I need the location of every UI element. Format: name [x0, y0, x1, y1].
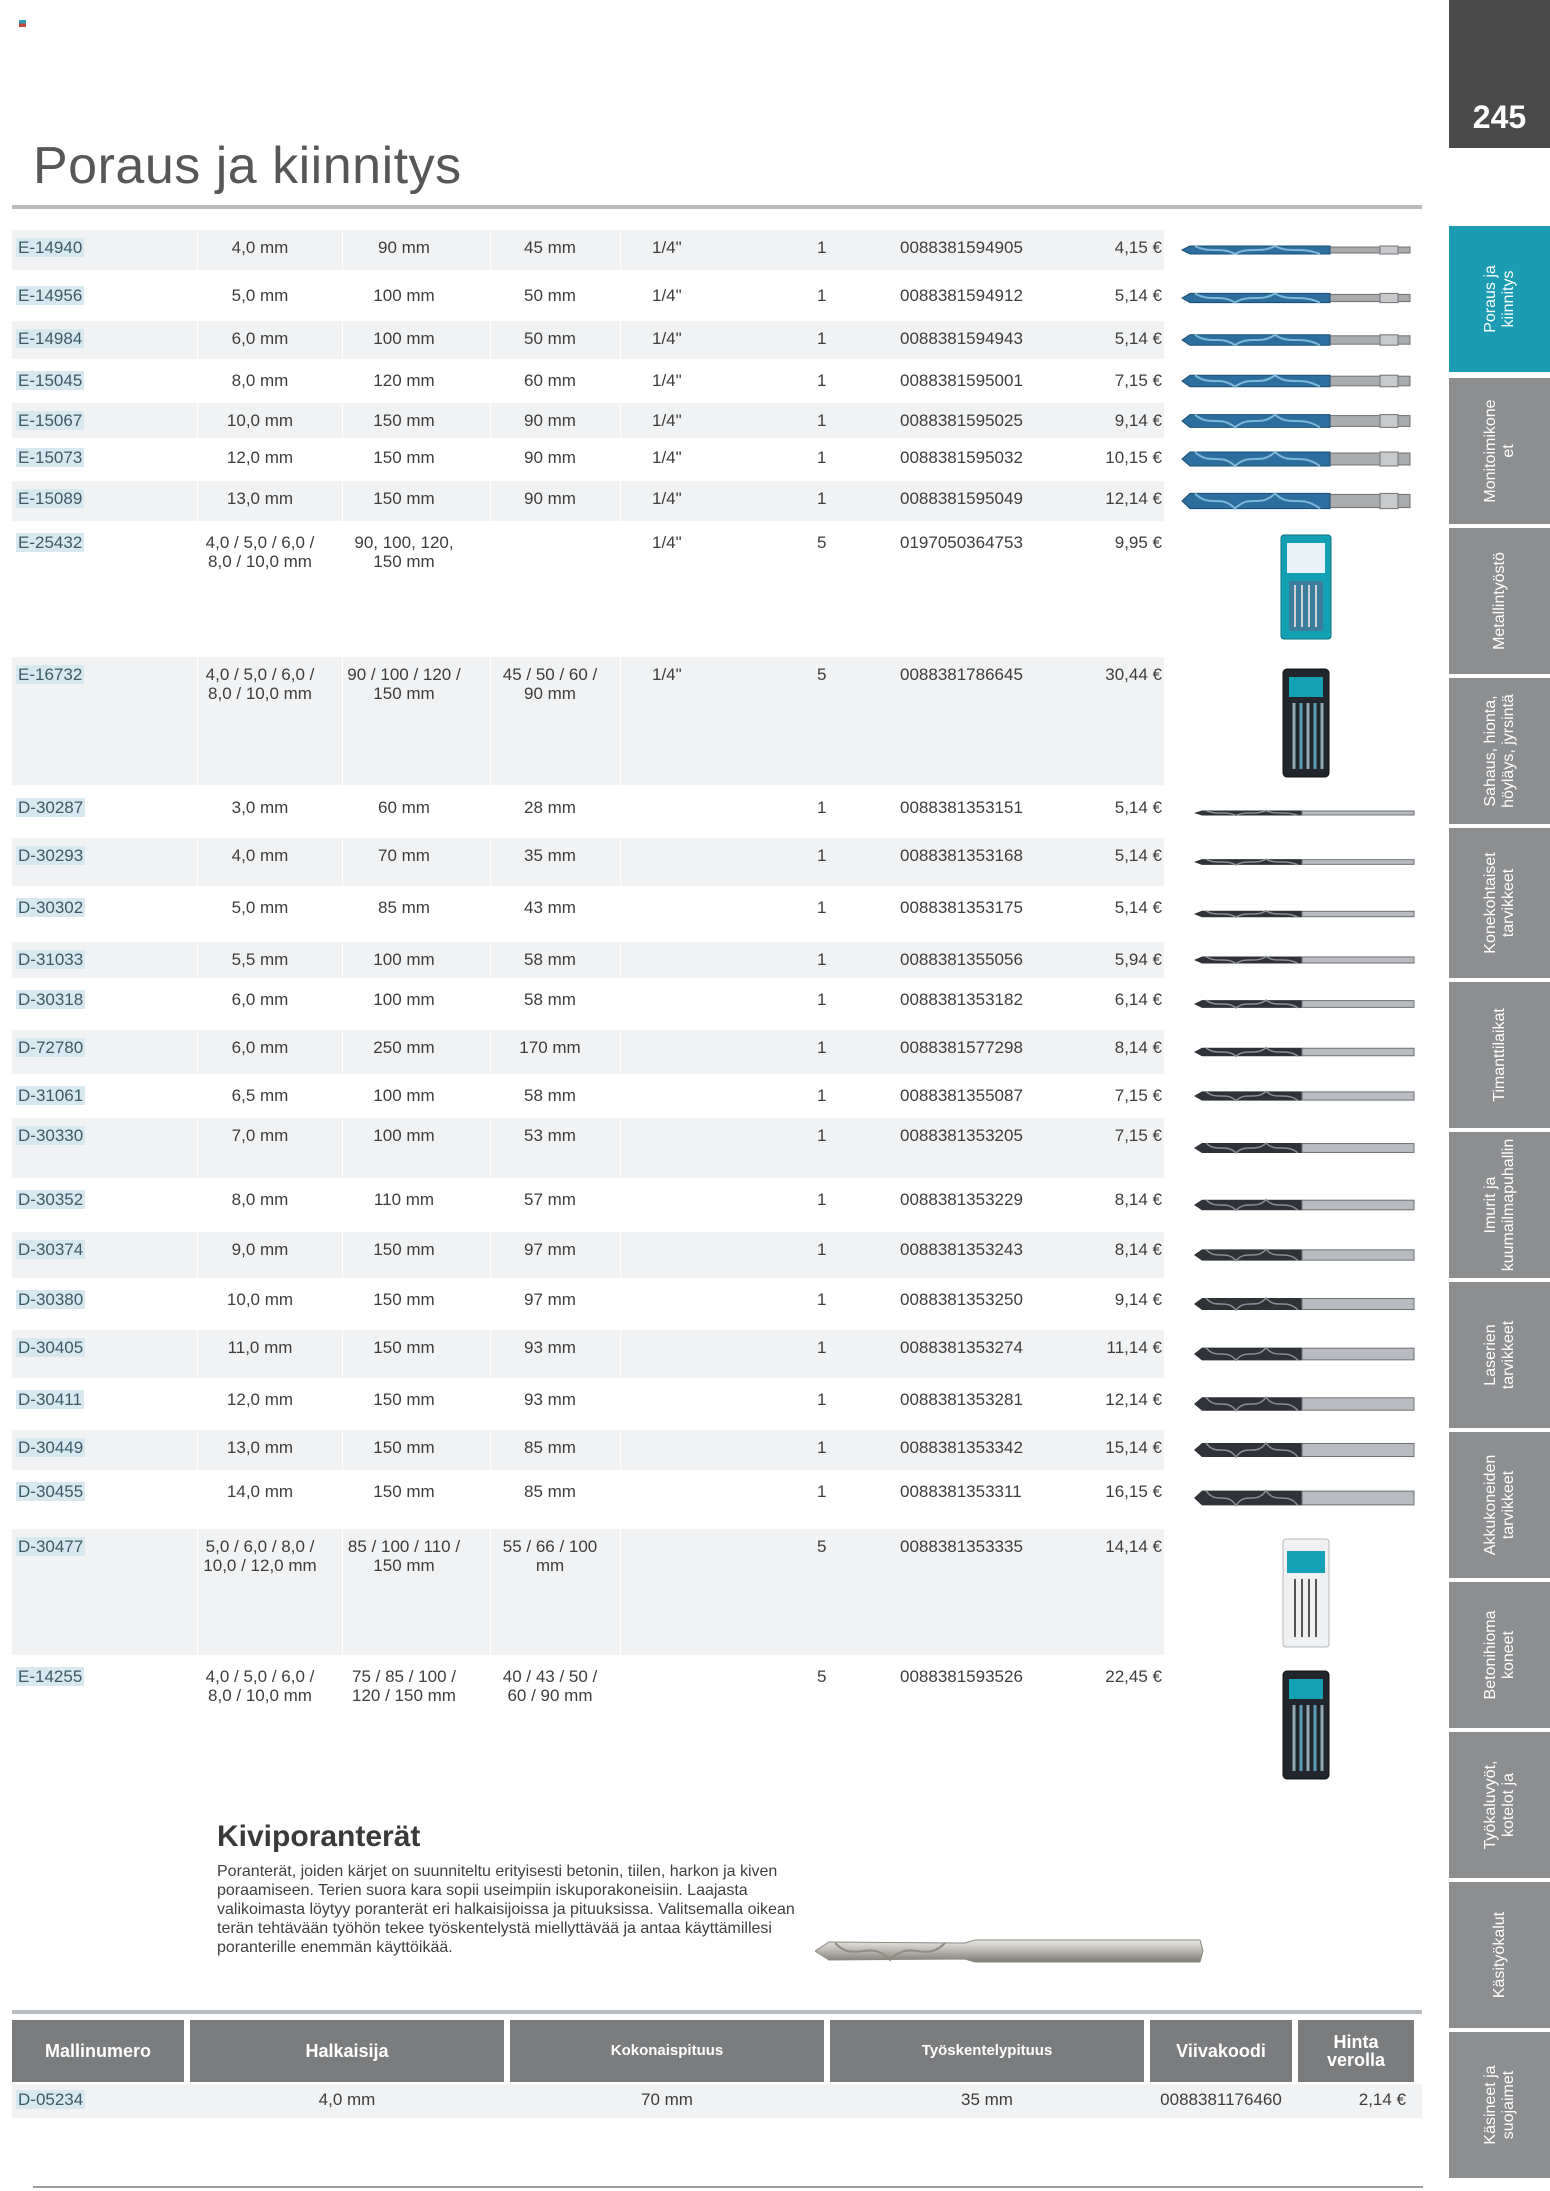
cell-ean: 0088381577298: [900, 1038, 1023, 1057]
header-work-length: Työskentelypituus: [830, 2020, 1144, 2082]
table-row: [12, 278, 1164, 318]
cell-diameter: 7,0 mm: [231, 1126, 289, 1145]
t2-model: D-05234: [18, 2090, 84, 2109]
masonry-bit-icon: [1192, 1190, 1432, 1220]
cell-qty: 1: [817, 448, 827, 467]
cell-shank: 1/4": [652, 371, 682, 390]
masonry-bit-icon: [1192, 1435, 1432, 1465]
column-separator: [620, 210, 621, 1792]
masonry-bit-icon: [1192, 1389, 1432, 1419]
cell-work-length: 90 mm: [524, 448, 576, 467]
cell-ean: 0088381355087: [900, 1086, 1023, 1105]
cell-price: 9,95 €: [1114, 533, 1162, 552]
cell-diameter: 4,0 mm: [231, 846, 289, 865]
cell-price: 5,14 €: [1114, 798, 1162, 817]
cell-model: D-30287: [18, 798, 84, 817]
column-separator: [197, 210, 198, 1792]
cell-work-length: 35 mm: [524, 846, 576, 865]
cell-ean: 0088381353205: [900, 1126, 1023, 1145]
cell-length: 150 mm: [373, 1482, 435, 1501]
cell-model: D-30380: [18, 1290, 84, 1309]
table-row: [12, 942, 1164, 978]
table2-rule: [12, 2010, 1422, 2014]
cell-length: 90 mm: [378, 238, 430, 257]
cell-qty: 1: [817, 238, 827, 257]
cell-work-length: 97 mm: [524, 1240, 576, 1259]
cell-diameter: 4,0 mm: [231, 238, 289, 257]
cell-work-length: 53 mm: [524, 1126, 576, 1145]
side-tab[interactable]: [1449, 1132, 1550, 1278]
cell-model: E-25432: [18, 533, 83, 552]
cell-price: 4,15 €: [1114, 238, 1162, 257]
cell-length: 150 mm: [373, 489, 435, 508]
side-tab[interactable]: [1449, 678, 1550, 824]
cell-qty: 1: [817, 1482, 827, 1501]
cell-work-length: 28 mm: [524, 798, 576, 817]
cell-ean: 0088381595001: [900, 371, 1023, 390]
cell-work-length: 85 mm: [524, 1438, 576, 1457]
cell-diameter: 5,0 / 6,0 / 8,0 / 10,0 / 12,0 mm: [203, 1537, 317, 1575]
cell-ean: 0088381353151: [900, 798, 1023, 817]
cell-price: 30,44 €: [1105, 665, 1162, 684]
corner-mark: [19, 20, 26, 27]
cell-qty: 1: [817, 798, 827, 817]
side-tab[interactable]: [1449, 378, 1550, 524]
table-row: [12, 440, 1164, 478]
cell-model: D-30293: [18, 846, 84, 865]
table-row: [12, 1330, 1164, 1378]
cell-model: D-30405: [18, 1338, 84, 1357]
masonry-bit-icon: [1192, 945, 1432, 975]
side-tab[interactable]: [1449, 1432, 1550, 1578]
bit-set-box-icon: [1277, 533, 1337, 643]
column-separator: [1164, 210, 1165, 1792]
cell-qty: 1: [817, 1290, 827, 1309]
bit-case-icon: [1277, 665, 1337, 781]
masonry-bit-icon: [1192, 1037, 1432, 1067]
cell-qty: 5: [817, 1667, 827, 1686]
cell-work-length: 57 mm: [524, 1190, 576, 1209]
t2-diameter: 4,0 mm: [318, 2090, 376, 2109]
cell-ean: 0197050364753: [900, 533, 1023, 552]
masonry-drill-bit-image: [815, 1934, 1205, 1968]
cell-length: 150 mm: [373, 448, 435, 467]
table-row: [12, 403, 1164, 438]
cell-price: 8,14 €: [1114, 1038, 1162, 1057]
cell-shank: 1/4": [652, 489, 682, 508]
cell-qty: 1: [817, 1438, 827, 1457]
cell-length: 75 / 85 / 100 / 120 / 150 mm: [352, 1667, 456, 1705]
cell-price: 5,94 €: [1114, 950, 1162, 969]
cell-length: 150 mm: [373, 1438, 435, 1457]
cell-price: 9,14 €: [1114, 411, 1162, 430]
cell-shank: 1/4": [652, 411, 682, 430]
cell-qty: 1: [817, 489, 827, 508]
cell-model: D-30352: [18, 1190, 84, 1209]
cell-model: E-15067: [18, 411, 83, 430]
cell-price: 5,14 €: [1114, 286, 1162, 305]
cell-length: 100 mm: [373, 1086, 435, 1105]
cell-model: D-30330: [18, 1126, 84, 1145]
cell-diameter: 12,0 mm: [226, 1390, 294, 1409]
bit-case-icon: [1277, 1667, 1337, 1783]
table-row: [12, 321, 1164, 359]
cell-qty: 1: [817, 371, 827, 390]
side-tab-label: Käsineet ja suojaimet: [1481, 2065, 1517, 2145]
cell-length: 90, 100, 120, 150 mm: [354, 533, 454, 571]
table-row: [12, 1282, 1164, 1326]
cell-ean: 0088381353168: [900, 846, 1023, 865]
table-row: [12, 1529, 1164, 1655]
cell-model: D-30374: [18, 1240, 84, 1259]
cell-shank: 1/4": [652, 533, 682, 552]
table-row: [12, 790, 1164, 836]
table-row: [12, 1030, 1164, 1074]
table-row: [12, 1078, 1164, 1114]
cell-qty: 1: [817, 950, 827, 969]
header-price: Hinta verolla: [1298, 2020, 1414, 2082]
blue-hex-bit-icon: [1180, 406, 1420, 436]
table-row: [12, 1118, 1164, 1178]
table-row: [12, 1474, 1164, 1522]
cell-qty: 1: [817, 990, 827, 1009]
side-tab[interactable]: [1449, 528, 1550, 674]
cell-model: E-15045: [18, 371, 83, 390]
cell-length: 150 mm: [373, 1240, 435, 1259]
header-model: Mallinumero: [12, 2020, 184, 2082]
cell-ean: 0088381353229: [900, 1190, 1023, 1209]
blue-hex-bit-icon: [1180, 283, 1420, 313]
cell-model: D-72780: [18, 1038, 84, 1057]
cell-diameter: 9,0 mm: [231, 1240, 289, 1259]
cell-price: 8,14 €: [1114, 1240, 1162, 1259]
side-tab[interactable]: [1449, 1882, 1550, 2028]
side-tab-label: Konekohtaiset tarvikkeet: [1481, 852, 1517, 954]
blue-hex-bit-icon: [1180, 486, 1420, 516]
cell-model: E-14255: [18, 1667, 83, 1686]
cell-price: 16,15 €: [1105, 1482, 1162, 1501]
table-row: [12, 525, 1164, 653]
cell-length: 60 mm: [378, 798, 430, 817]
cell-price: 6,14 €: [1114, 990, 1162, 1009]
cell-qty: 1: [817, 846, 827, 865]
cell-model: D-30411: [18, 1390, 82, 1409]
cell-work-length: 58 mm: [524, 1086, 576, 1105]
side-tab-label: Metallintyöstö: [1490, 552, 1508, 650]
cell-diameter: 6,5 mm: [231, 1086, 289, 1105]
cell-ean: 0088381594905: [900, 238, 1023, 257]
cell-length: 150 mm: [373, 1290, 435, 1309]
section-title: Kiviporanterät: [217, 1820, 421, 1853]
page-title: Poraus ja kiinnitys: [33, 137, 462, 195]
header-ean: Viivakoodi: [1150, 2020, 1292, 2082]
title-rule: [12, 205, 1422, 209]
cell-work-length: 85 mm: [524, 1482, 576, 1501]
cell-diameter: 11,0 mm: [227, 1338, 293, 1357]
cell-length: 70 mm: [378, 846, 430, 865]
cell-work-length: 50 mm: [524, 286, 576, 305]
masonry-bit-icon: [1192, 847, 1432, 877]
cell-model: D-30455: [18, 1482, 84, 1501]
cell-work-length: 97 mm: [524, 1290, 576, 1309]
side-tab[interactable]: [1449, 1282, 1550, 1428]
cell-ean: 0088381353182: [900, 990, 1023, 1009]
cell-ean: 0088381595025: [900, 411, 1023, 430]
table-row: [12, 1430, 1164, 1470]
cell-work-length: 50 mm: [524, 329, 576, 348]
cell-price: 7,15 €: [1114, 1126, 1162, 1145]
cell-work-length: 60 mm: [524, 371, 576, 390]
cell-work-length: 45 mm: [524, 238, 576, 257]
cell-ean: 0088381353311: [900, 1482, 1022, 1501]
cell-length: 85 / 100 / 110 / 150 mm: [347, 1537, 461, 1575]
cell-diameter: 4,0 / 5,0 / 6,0 / 8,0 / 10,0 mm: [205, 665, 315, 703]
cell-ean: 0088381594943: [900, 329, 1023, 348]
side-tab-label: Imurit ja kuumailmapuhallin: [1481, 1138, 1517, 1272]
side-tab-label: Laserien tarvikkeet: [1481, 1320, 1517, 1390]
cell-shank: 1/4": [652, 665, 682, 684]
cell-qty: 5: [817, 533, 827, 552]
cell-model: D-31033: [18, 950, 84, 969]
cell-length: 110 mm: [373, 1190, 435, 1209]
cell-work-length: 58 mm: [524, 950, 576, 969]
side-tab[interactable]: [1449, 1732, 1550, 1878]
cell-shank: 1/4": [652, 238, 682, 257]
bottom-rule: [33, 2186, 1423, 2188]
cell-length: 150 mm: [373, 1390, 435, 1409]
t2-length: 70 mm: [641, 2090, 693, 2109]
cell-qty: 1: [817, 1338, 827, 1357]
cell-length: 100 mm: [373, 950, 435, 969]
cell-length: 150 mm: [373, 1338, 435, 1357]
cell-diameter: 10,0 mm: [226, 411, 294, 430]
cell-length: 100 mm: [373, 329, 435, 348]
side-tab-label: Poraus ja kiinnitys: [1481, 265, 1517, 333]
cell-ean: 0088381353342: [900, 1438, 1023, 1457]
cell-model: E-16732: [18, 665, 83, 684]
column-separator: [342, 210, 343, 1792]
side-tab[interactable]: [1449, 982, 1550, 1128]
t2-work-length: 35 mm: [961, 2090, 1013, 2109]
cell-price: 5,14 €: [1114, 898, 1162, 917]
masonry-bit-icon: [1192, 1339, 1432, 1369]
table-row: [12, 363, 1164, 399]
cell-ean: 0088381353274: [900, 1338, 1023, 1357]
cell-ean: 0088381353175: [900, 898, 1023, 917]
cell-length: 250 mm: [373, 1038, 435, 1057]
cell-qty: 1: [817, 411, 827, 430]
cell-model: D-30302: [18, 898, 84, 917]
cell-qty: 1: [817, 1390, 827, 1409]
masonry-bit-icon: [1192, 1133, 1432, 1163]
cell-diameter: 6,0 mm: [231, 990, 289, 1009]
side-tab-label: Betonihioma koneet: [1481, 1610, 1517, 1700]
cell-ean: 0088381353243: [900, 1240, 1023, 1259]
side-tab-label: Työkaluvyöt, kotelot ja: [1481, 1760, 1517, 1850]
t2-price: 2,14 €: [1358, 2090, 1406, 2109]
blue-hex-bit-icon: [1180, 366, 1420, 396]
cell-length: 85 mm: [378, 898, 430, 917]
cell-work-length: 58 mm: [524, 990, 576, 1009]
cell-price: 22,45 €: [1105, 1667, 1162, 1686]
cell-work-length: 43 mm: [524, 898, 576, 917]
cell-diameter: 4,0 / 5,0 / 6,0 / 8,0 / 10,0 mm: [205, 533, 315, 571]
bit-pack-icon: [1277, 1537, 1337, 1649]
page-number-tab: [1449, 0, 1550, 148]
masonry-bit-icon: [1192, 1289, 1432, 1319]
cell-ean: 0088381353250: [900, 1290, 1023, 1309]
cell-ean: 0088381353335: [900, 1537, 1023, 1556]
cell-ean: 0088381353281: [900, 1390, 1023, 1409]
section-description: Poranterät, joiden kärjet on suunniteltu erityisesti betonin, tiilen, harkon ja kiven poraamiseen. Terien suora kara sopii useimpiin iskuporakoneisiin. Laajasta valikoimasta löytyy poranterät eri halkaisijoissa ja pituuksissa. Valitsemalla oikean terän tehtävään työhön tekee työskentelystä miellyttävää ja antaa käyttämillesi poranterille enemmän käyttöikää.: [217, 1863, 795, 1956]
side-tab[interactable]: [1449, 2032, 1550, 2178]
cell-work-length: 90 mm: [524, 489, 576, 508]
cell-price: 10,15 €: [1105, 448, 1162, 467]
cell-qty: 1: [817, 1190, 827, 1209]
cell-model: D-30449: [18, 1438, 84, 1457]
cell-model: E-15089: [18, 489, 83, 508]
masonry-bit-icon: [1192, 798, 1432, 828]
cell-work-length: 55 / 66 / 100 mm: [502, 1537, 598, 1575]
side-tab-label: Käsityökalut: [1490, 1911, 1508, 1999]
masonry-bit-icon: [1192, 989, 1432, 1019]
cell-diameter: 3,0 mm: [231, 798, 289, 817]
header-diameter: Halkaisija: [190, 2020, 504, 2082]
table-row: [12, 982, 1164, 1026]
cell-price: 12,14 €: [1105, 1390, 1162, 1409]
cell-price: 14,14 €: [1105, 1537, 1162, 1556]
cell-price: 8,14 €: [1114, 1190, 1162, 1209]
cell-length: 120 mm: [373, 371, 435, 390]
side-tab-label: Monitoimikone et: [1481, 399, 1517, 503]
cell-diameter: 8,0 mm: [231, 371, 289, 390]
cell-qty: 1: [817, 1240, 827, 1259]
cell-work-length: 90 mm: [524, 411, 576, 430]
cell-work-length: 40 / 43 / 50 / 60 / 90 mm: [502, 1667, 598, 1705]
table-row: [12, 890, 1164, 938]
table-row: [12, 1232, 1164, 1278]
blue-hex-bit-icon: [1180, 444, 1420, 474]
cell-qty: 1: [817, 1038, 827, 1057]
side-tab-label: Sahaus, hionta, höyläys, jyrsintä: [1481, 694, 1517, 808]
cell-qty: 1: [817, 286, 827, 305]
cell-diameter: 5,5 mm: [231, 950, 289, 969]
masonry-bit-icon: [1192, 1483, 1432, 1513]
cell-ean: 0088381595032: [900, 448, 1023, 467]
cell-diameter: 12,0 mm: [226, 448, 294, 467]
table-row: [12, 1659, 1164, 1789]
cell-diameter: 6,0 mm: [231, 1038, 289, 1057]
cell-qty: 1: [817, 1126, 827, 1145]
column-separator: [490, 210, 491, 1792]
cell-work-length: 93 mm: [524, 1338, 576, 1357]
page-number: 245: [1472, 99, 1527, 135]
cell-price: 15,14 €: [1105, 1438, 1162, 1457]
header-length: Kokonaispituus: [510, 2020, 824, 2082]
cell-qty: 5: [817, 665, 827, 684]
cell-price: 12,14 €: [1105, 489, 1162, 508]
cell-price: 7,15 €: [1114, 371, 1162, 390]
cell-model: D-30318: [18, 990, 84, 1009]
cell-qty: 1: [817, 329, 827, 348]
cell-shank: 1/4": [652, 448, 682, 467]
cell-ean: 0088381595049: [900, 489, 1023, 508]
side-tab[interactable]: [1449, 828, 1550, 978]
cell-diameter: 14,0 mm: [226, 1482, 294, 1501]
cell-diameter: 13,0 mm: [226, 489, 294, 508]
cell-model: E-14984: [18, 329, 83, 348]
table-row: [12, 481, 1164, 521]
cell-shank: 1/4": [652, 329, 682, 348]
masonry-bit-icon: [1192, 1240, 1432, 1270]
cell-diameter: 4,0 / 5,0 / 6,0 / 8,0 / 10,0 mm: [205, 1667, 315, 1705]
side-tab-label: Akkukoneiden tarvikkeet: [1481, 1454, 1517, 1556]
cell-price: 5,14 €: [1114, 329, 1162, 348]
cell-work-length: 45 / 50 / 60 / 90 mm: [502, 665, 598, 703]
cell-qty: 1: [817, 1086, 827, 1105]
cell-diameter: 5,0 mm: [231, 286, 289, 305]
cell-shank: 1/4": [652, 286, 682, 305]
cell-diameter: 5,0 mm: [231, 898, 289, 917]
cell-price: 11,14 €: [1106, 1338, 1162, 1357]
cell-price: 9,14 €: [1114, 1290, 1162, 1309]
cell-length: 90 / 100 / 120 / 150 mm: [347, 665, 461, 703]
masonry-bit-icon: [1192, 899, 1432, 929]
table-row: [12, 1382, 1164, 1426]
cell-work-length: 170 mm: [519, 1038, 581, 1057]
table-row: [12, 838, 1164, 886]
table-row: [12, 657, 1164, 785]
side-tab-label: Timanttilaikat: [1490, 1008, 1508, 1102]
cell-length: 100 mm: [373, 1126, 435, 1145]
cell-length: 100 mm: [373, 286, 435, 305]
cell-qty: 1: [817, 898, 827, 917]
side-tab[interactable]: [1449, 226, 1550, 372]
blue-hex-bit-icon: [1180, 325, 1420, 355]
cell-model: D-31061: [18, 1086, 84, 1105]
cell-price: 7,15 €: [1114, 1086, 1162, 1105]
blue-hex-bit-icon: [1180, 235, 1420, 265]
cell-model: E-14940: [18, 238, 83, 257]
cell-diameter: 6,0 mm: [231, 329, 289, 348]
cell-model: D-30477: [18, 1537, 84, 1556]
t2-ean: 0088381176460: [1160, 2090, 1282, 2109]
cell-price: 5,14 €: [1114, 846, 1162, 865]
cell-ean: 0088381786645: [900, 665, 1023, 684]
cell-length: 150 mm: [373, 411, 435, 430]
table-row: [12, 230, 1164, 270]
cell-ean: 0088381593526: [900, 1667, 1023, 1686]
cell-model: E-14956: [18, 286, 83, 305]
cell-ean: 0088381355056: [900, 950, 1023, 969]
cell-diameter: 10,0 mm: [226, 1290, 294, 1309]
cell-qty: 5: [817, 1537, 827, 1556]
masonry-bit-icon: [1192, 1081, 1432, 1111]
cell-model: E-15073: [18, 448, 83, 467]
table-row: [12, 1182, 1164, 1228]
cell-ean: 0088381594912: [900, 286, 1023, 305]
cell-work-length: 93 mm: [524, 1390, 576, 1409]
cell-diameter: 8,0 mm: [231, 1190, 289, 1209]
side-tab[interactable]: [1449, 1582, 1550, 1728]
cell-diameter: 13,0 mm: [226, 1438, 294, 1457]
cell-length: 100 mm: [373, 990, 435, 1009]
